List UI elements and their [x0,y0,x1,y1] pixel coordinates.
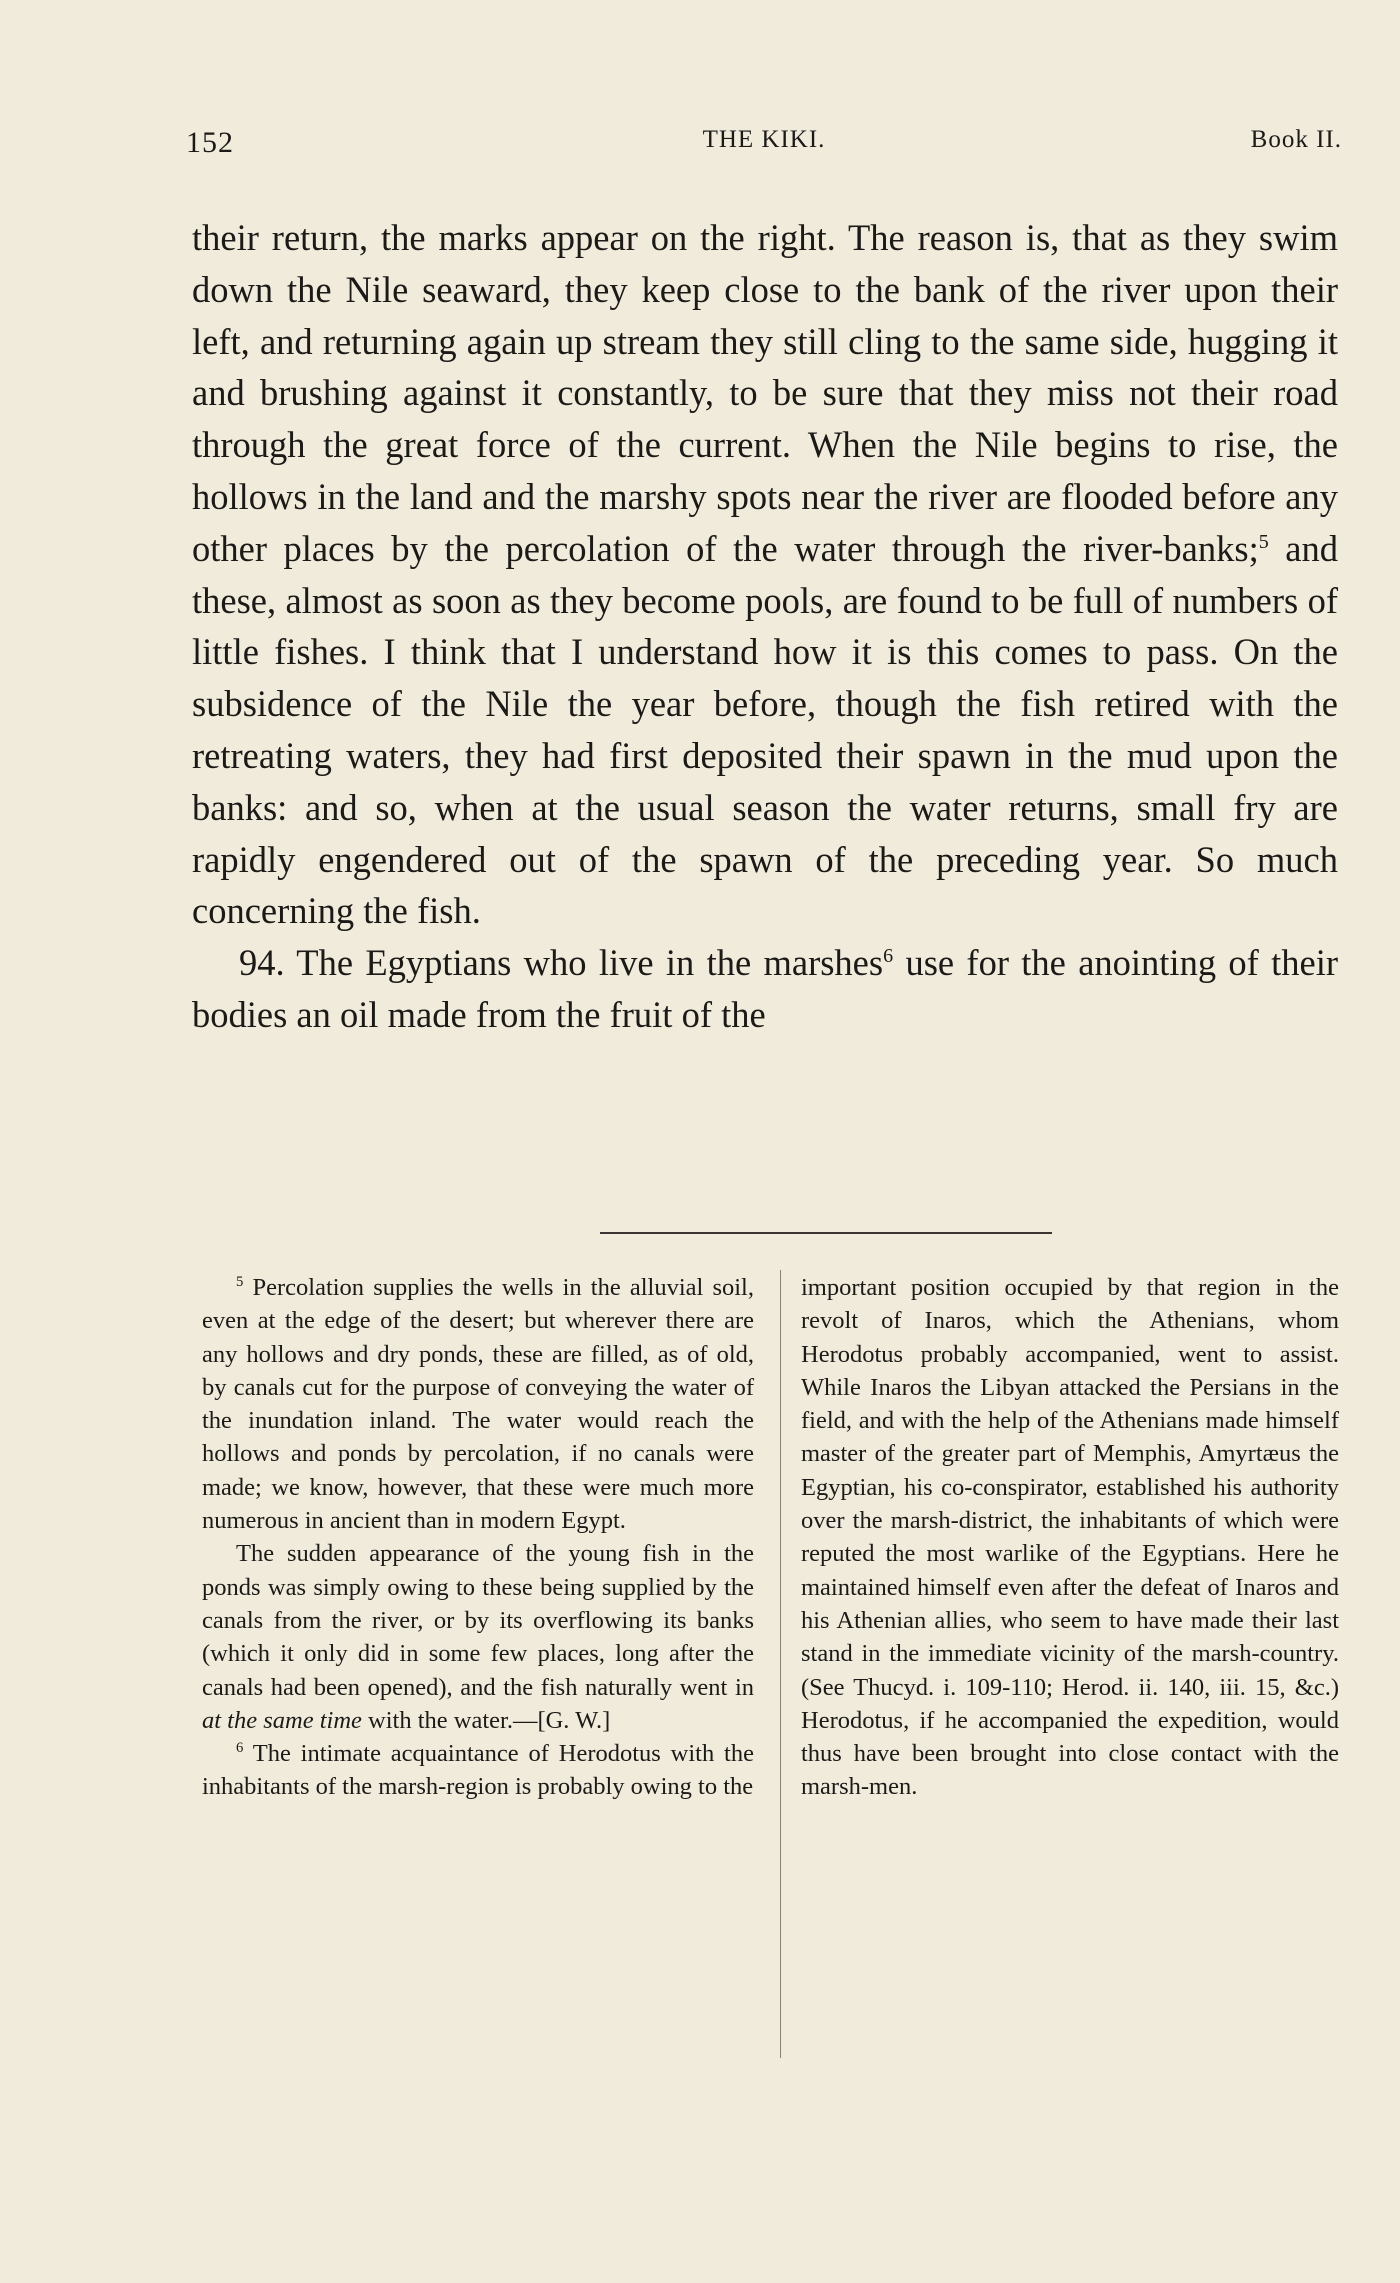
paragraph-text: their return, the marks appear on the right. The reason is, that as they swim down the Nile seaward, they keep close to the bank of the river upon their left, and returning again up stream they still cling to the same side, hugging it and brushing against it constantly, to be sure that they miss not their road through the great force of the current. When the Nile begins to rise, the hollows in the land and the marshy spots near the river are flooded before any other places by the percolation of the water through the river-banks; [192,217,1338,569]
paragraph-text: and these, almost as soon as they become pools, are found to be full of numbers of little fishes. I think that I understand how it is this comes to pass. On the subsidence of the Nile the year before, though the fish retired with the retreating waters, they had first deposited their spawn in the mud upon the banks: and so, when at the usual season the water returns, small fry are rapidly engendered out of the spawn of the preceding year. So much concerning the fish. [192,527,1338,932]
footnote-reference: 5 [1258,530,1269,553]
book-label: Book II. [1250,126,1342,153]
footnote-6-continued: important position occupied by that region in the revolt of Inaros, which the Athenians, whom Herodotus probably accompanied, went to assist. While Inaros the Libyan attacked the Persians in the field, and with the help of the Athenians made himself master of the greater part of Memphis, Amyrtæus the Egyptian, his co-conspirator, established his authority over the marsh-district, the inhabitants of which were reputed the most warlike of the Egyptians. Here he maintained himself even after the defeat of Inaros and his Athenian allies, who seem to have made their last stand in the immediate vicinity of the marsh-country. (See Thucyd. i. 109-110; Herod. ii. 140, iii. 15, &c.) Herodotus, if he accompanied the expedition, would thus have been brought into close contact with the marsh-men. [801,1274,1339,1801]
footnote-emphasis: at the same time [202,1706,362,1734]
footnote-6 [202,1737,754,1804]
paragraph-section-94 [192,937,1338,1041]
footnote-reference: 6 [883,945,894,967]
footnote-text: The intimate acquaintance of Herodotus with the inhabitants of the marsh-region is probably owing to the [202,1740,754,1801]
footnote-text: The sudden appearance of the young fish in the ponds was simply owing to these being supplied by the canals from the river, or by its overflowing its banks (which it only did in some few places, long after the canals had been opened), and the fish naturally went in [202,1540,754,1701]
page-number: 152 [186,126,234,159]
paragraph-text: use for the anointing of their bodies an oil made from the fruit of the [192,942,1338,1035]
footnote-marker: 5 [236,1273,244,1290]
paragraph-fish [192,212,1338,937]
footnote-5 [202,1271,754,1537]
footnote-marker: 6 [236,1740,244,1756]
footnote-5-continued [202,1537,754,1737]
footnote-rule [600,1232,1052,1234]
footnotes-left-column [202,1271,754,1804]
main-text [192,212,1338,1041]
footnote-text: with the water.—[G. W.] [361,1706,611,1734]
paragraph-text: 94. The Egyptians who live in the marshes [239,942,884,984]
footnote-text: Percolation supplies the wells in the alluvial soil, even at the edge of the desert; but wherever there are any hollows and dry ponds, these are filled, as of old, by canals cut for the purpose of conveying the water of the inundation inland. The water would reach the hollows and ponds by percolation, if no canals were made; we know, however, that these were much more numerous in ancient than in modern Egypt. [202,1274,754,1535]
running-header [186,126,1342,166]
column-divider [780,1270,781,2058]
running-title: THE KIKI. [702,126,826,153]
footnotes-right-column [801,1271,1339,1804]
